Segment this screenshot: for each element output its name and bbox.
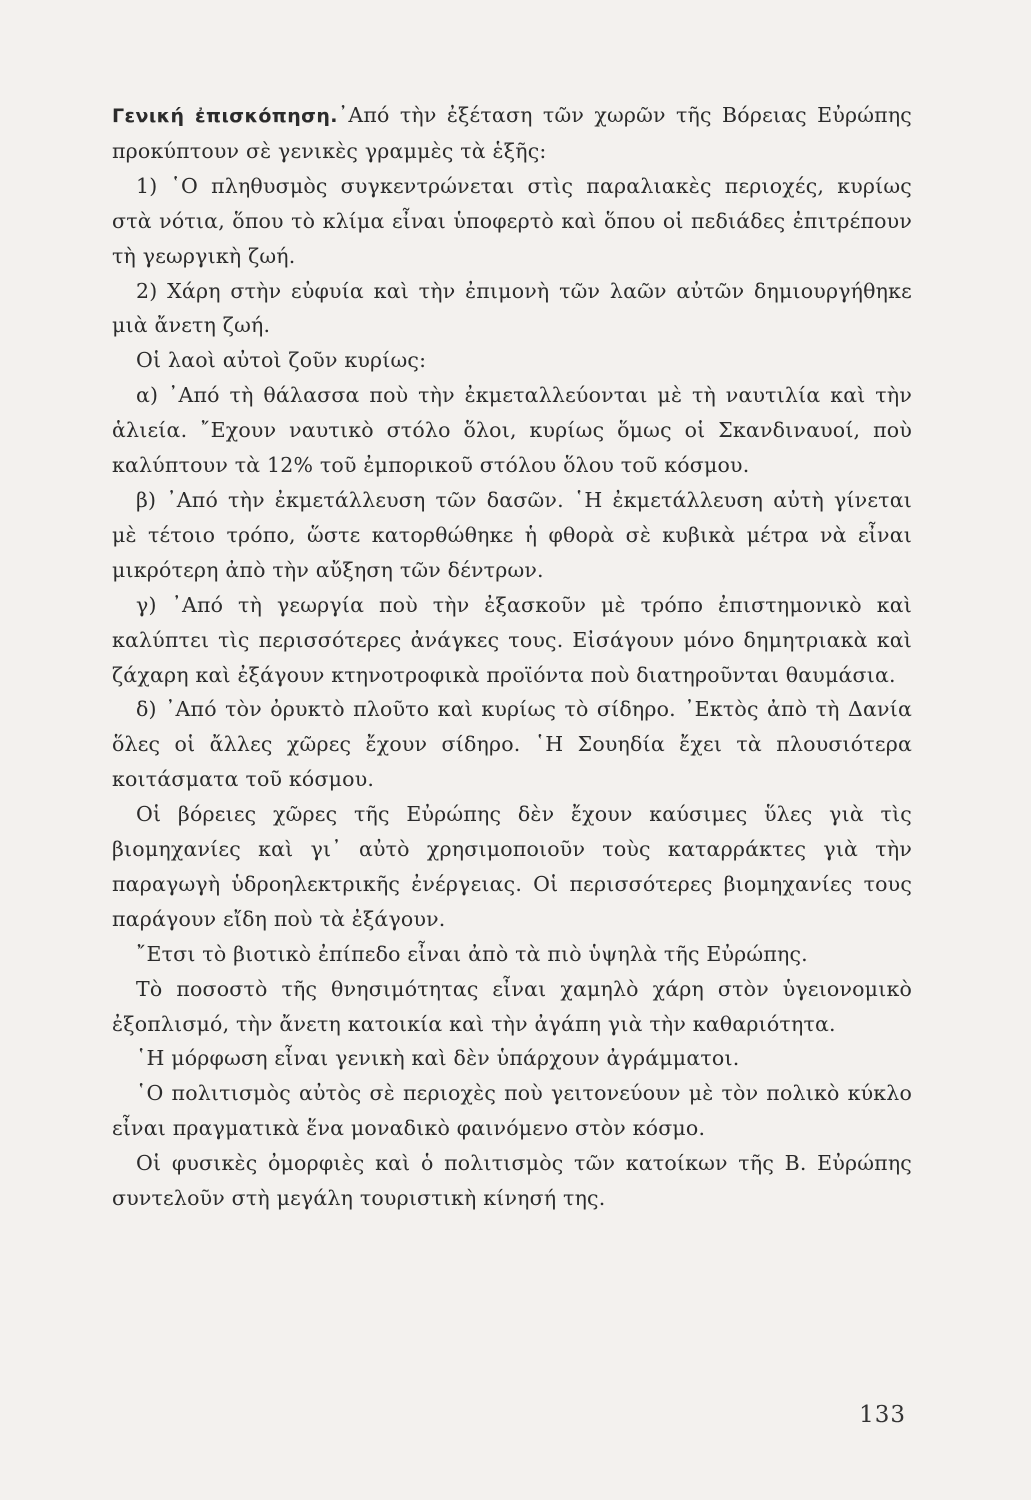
paragraph-7: δ) ᾿Από τὸν ὀρυκτὸ πλοῦτο καὶ κυρίως τὸ σίδηρο. ᾿Εκτὸς ἀπὸ τὴ Δανία ὅλες οἱ ἄλλες χῶρες ἔχουν σίδηρο. ῾Η Σουηδία ἔχει τὰ πλουσιότερα κοιτάσματα τοῦ κόσμου. xyxy=(112,697,912,792)
paragraph-12: ῾Ο πολιτισμὸς αὐτὸς σὲ περιοχὲς ποὺ γειτονεύουν μὲ τὸν πολικὸ κύκλο εἶναι πραγματικὰ ἕνα μοναδικὸ φαινόμενο στὸν κόσμο. xyxy=(112,1081,912,1141)
paragraph-3: Οἱ λαοὶ αὐτοὶ ζοῦν κυρίως: xyxy=(136,348,427,373)
paragraph-11: ῾Η μόρφωση εἶναι γενικὴ καὶ δὲν ὑπάρχουν ἀγράμματοι. xyxy=(136,1046,740,1071)
paragraph-10: Τὸ ποσοστὸ τῆς θνησιμότητας εἶναι χαμηλὸ χάρη στὸν ὑγειονομικὸ ἐξοπλισμό, τὴν ἄνετη κατοικία καὶ τὴν ἀγάπη γιὰ τὴν καθαριότητα. xyxy=(112,976,912,1036)
paragraph-5: β) ᾿Από τὴν ἐκμετάλλευση τῶν δασῶν. ῾Η ἐκμετάλλευση αὐτὴ γίνεται μὲ τέτοιο τρόπο, ὥστε κατορθώθηκε ἡ φθορὰ σὲ κυβικὰ μέτρα νὰ εἶναι μικρότερη ἀπὸ τὴν αὔξηση τῶν δέντρων. xyxy=(112,487,912,582)
section-heading: Γενική ἐπισκόπηση. xyxy=(112,105,338,127)
paragraph-1: 1) ῾Ο πληθυσμὸς συγκεντρώνεται στὶς παραλιακὲς περιοχές, κυρίως στὰ νότια, ὅπου τὸ κλίμα εἶναι ὑποφερτὸ καὶ ὅπου οἱ πεδιάδες ἐπιτρέπουν τὴ γεωργικὴ ζωή. xyxy=(112,173,912,268)
page-number: 133 xyxy=(859,1402,906,1428)
paragraph-13: Οἱ φυσικὲς ὀμορφιὲς καὶ ὁ πολιτισμὸς τῶν κατοίκων τῆς Β. Εὐρώπης συντελοῦν στὴ μεγάλη τουριστικὴ κίνησή της. xyxy=(112,1151,912,1211)
intro-paragraph xyxy=(112,98,912,169)
paragraph-6: γ) ᾿Από τὴ γεωργία ποὺ τὴν ἐξασκοῦν μὲ τρόπο ἐπιστημονικὸ καὶ καλύπτει τὶς περισσότερες ἀνάγκες τους. Εἰσάγουν μόνο δημητριακὰ καὶ ζάχαρη καὶ ἐξάγουν κτηνοτροφικὰ προϊόντα ποὺ διατηροῦνται θαυμάσια. xyxy=(112,592,912,687)
body-text xyxy=(112,98,912,1216)
paragraph-8: Οἱ βόρειες χῶρες τῆς Εὐρώπης δὲν ἔχουν καύσιμες ὕλες γιὰ τὶς βιομηχανίες καὶ γι᾿ αὐτὸ χρησιμοποιοῦν τοὺς καταρράκτες γιὰ τὴν παραγωγὴ ὑδροηλεκτρικῆς ἐνέργειας. Οἱ περισσότερες βιομηχανίες τους παράγουν εἴδη ποὺ τὰ ἐξάγουν. xyxy=(112,802,912,931)
paragraph-9: ῎Ετσι τὸ βιοτικὸ ἐπίπεδο εἶναι ἀπὸ τὰ πιὸ ὑψηλὰ τῆς Εὐρώπης. xyxy=(136,941,808,966)
intro-text: ᾿Από τὴν ἐξέταση τῶν χωρῶν τῆς Βόρειας Εὐρώπης προκύπτουν σὲ γενικὲς γραμμὲς τὰ ἑξῆς: xyxy=(112,103,912,163)
paragraph-2: 2) Χάρη στὴν εὐφυία καὶ τὴν ἐπιμονὴ τῶν λαῶν αὐτῶν δημιουργήθηκε μιὰ ἄνετη ζωή. xyxy=(112,278,912,338)
paragraph-4: α) ᾿Από τὴ θάλασσα ποὺ τὴν ἐκμεταλλεύονται μὲ τὴ ναυτιλία καὶ τὴν ἁλιεία. ῎Εχουν ναυτικὸ στόλο ὅλοι, κυρίως ὅμως οἱ Σκανδιναυοί, ποὺ καλύπτουν τὰ 12% τοῦ ἐμπορικοῦ στόλου ὅλου τοῦ κόσμου. xyxy=(112,383,912,478)
